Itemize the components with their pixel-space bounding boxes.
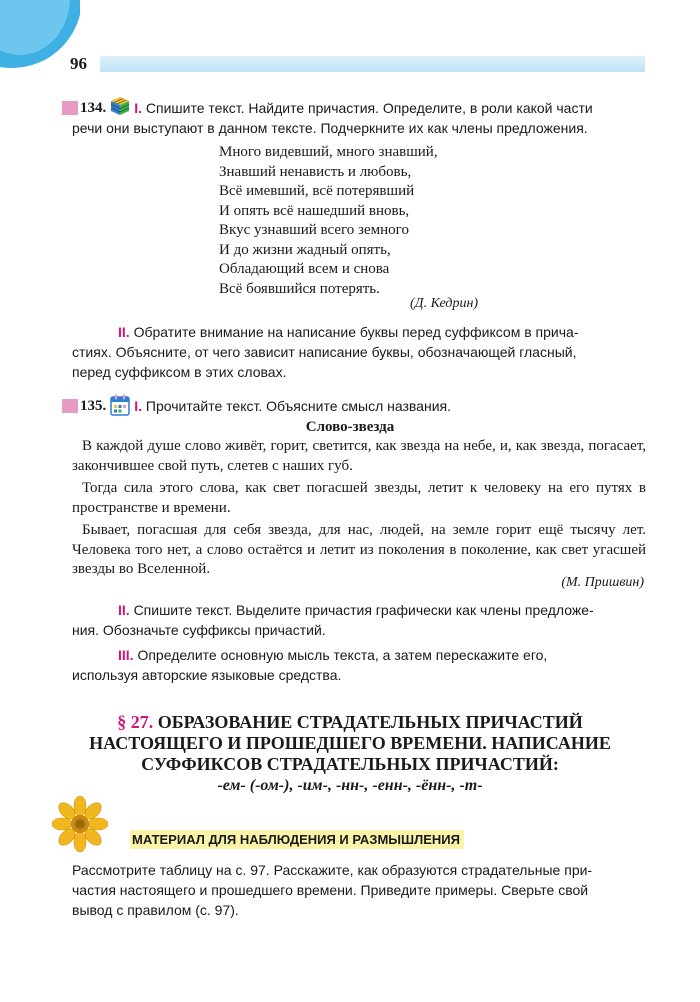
task-text: Спишите текст. Найдите причастия. Определите, в роли какой части	[145, 100, 593, 116]
poem-line: Вкус узнавший всего земного	[219, 222, 409, 238]
exercise-134-task-1-line2: речи они выступают в данном тексте. Подчеркните их как члены предложения.	[72, 120, 588, 136]
text-title: Слово-звезда	[305, 419, 395, 435]
exercise-marker	[62, 399, 78, 413]
material-line: Рассмотрите таблицу на с. 97. Расскажите, как образуются страдательные при-	[72, 862, 593, 878]
prose-author: (М. Пришвин)	[561, 575, 644, 590]
exercise-135-task-2	[72, 600, 646, 640]
task-roman-1: I.	[134, 100, 143, 116]
poem-line: Обладающий всем и снова	[219, 261, 390, 277]
section-number: § 27.	[117, 712, 154, 732]
poem-line: Знавший ненависть и любовь,	[219, 163, 412, 180]
task-text: используя авторские языковые средства.	[72, 667, 342, 683]
material-line: вывод с правилом (с. 97).	[72, 902, 239, 918]
task-text: ния. Обозначьте суффиксы причастий.	[72, 622, 326, 638]
task-text: Спишите текст. Выделите причастия графически как члены предложе-	[133, 602, 594, 618]
poem-line: Много видевший, много знавший,	[219, 144, 438, 160]
rubiks-cube-icon	[110, 96, 130, 116]
exercise-marker	[62, 101, 78, 115]
prose-text	[72, 437, 646, 580]
section-suffixes: -ем- (-ом-), -им-, -нн-, -енн-, -ённ-, -т-	[217, 777, 483, 794]
material-text	[72, 860, 646, 920]
task-text: перед суффиксом в этих словах.	[72, 364, 287, 380]
poem	[219, 143, 438, 299]
task-roman-2: II.	[118, 324, 130, 340]
poem-line: И опять всё нашедший вновь,	[219, 202, 410, 219]
header-bar	[100, 56, 645, 72]
flower-icon	[52, 796, 108, 852]
section-title-line: ОБРАЗОВАНИЕ СТРАДАТЕЛЬНЫХ ПРИЧАСТИЙ	[157, 712, 583, 732]
poem-author: (Д. Кедрин)	[410, 296, 479, 311]
task-roman-3: III.	[118, 647, 134, 663]
task-roman-2: II.	[118, 602, 130, 618]
prose-paragraph: Тогда сила этого слова, как свет погасшей звезды, летит к человеку на его путях в пространстве и времени.	[72, 480, 647, 516]
poem-line: Всё боявшийся потерять.	[219, 280, 380, 297]
material-line: частия настоящего и прошедшего времени. Приведите примеры. Сверьте свой	[72, 882, 589, 898]
exercise-134-task-1	[62, 98, 652, 118]
calendar-icon	[110, 394, 130, 414]
poem-line: И до жизни жадный опять,	[219, 241, 391, 258]
task-text: Прочитайте текст. Объясните смысл названия.	[145, 398, 451, 414]
section-title-line: СУФФИКСОВ СТРАДАТЕЛЬНЫХ ПРИЧАСТИЙ:	[141, 754, 559, 774]
material-heading: МАТЕРИАЛ ДЛЯ НАБЛЮДЕНИЯ И РАЗМЫШЛЕНИЯ	[130, 830, 464, 849]
section-heading	[0, 712, 700, 775]
page-corner-decoration	[0, 0, 80, 80]
task-text: Обратите внимание на написание буквы перед суффиксом в прича-	[133, 324, 579, 340]
prose-paragraph: Бывает, погасшая для себя звезда, для нас, людей, на земле горит ещё тысячу лет. Человека того нет, а слово остаётся и летит из поколения в поколение, как свет угасшей звезды во Вселенной.	[72, 522, 647, 577]
exercise-number: 135.	[80, 398, 107, 414]
exercise-135-task-1	[62, 396, 652, 416]
exercise-134-task-2	[72, 322, 646, 382]
exercise-number: 134.	[80, 100, 107, 116]
exercise-135-task-3	[72, 645, 646, 685]
page-number: 96	[70, 54, 87, 73]
task-text: Определите основную мысль текста, а затем перескажите его,	[137, 647, 548, 663]
task-text: стиях. Объясните, от чего зависит написание буквы, обозначающей гласный,	[72, 344, 577, 360]
task-roman-1: I.	[134, 398, 143, 414]
poem-line: Всё имевший, всё потерявший	[219, 183, 415, 199]
prose-paragraph: В каждой душе слово живёт, горит, светится, как звезда на небе, и, как звезда, погасает, закончившее свой путь, слетев с наших губ.	[72, 438, 646, 474]
section-title-line: НАСТОЯЩЕГО И ПРОШЕДШЕГО ВРЕМЕНИ. НАПИСАНИЕ	[89, 733, 611, 753]
